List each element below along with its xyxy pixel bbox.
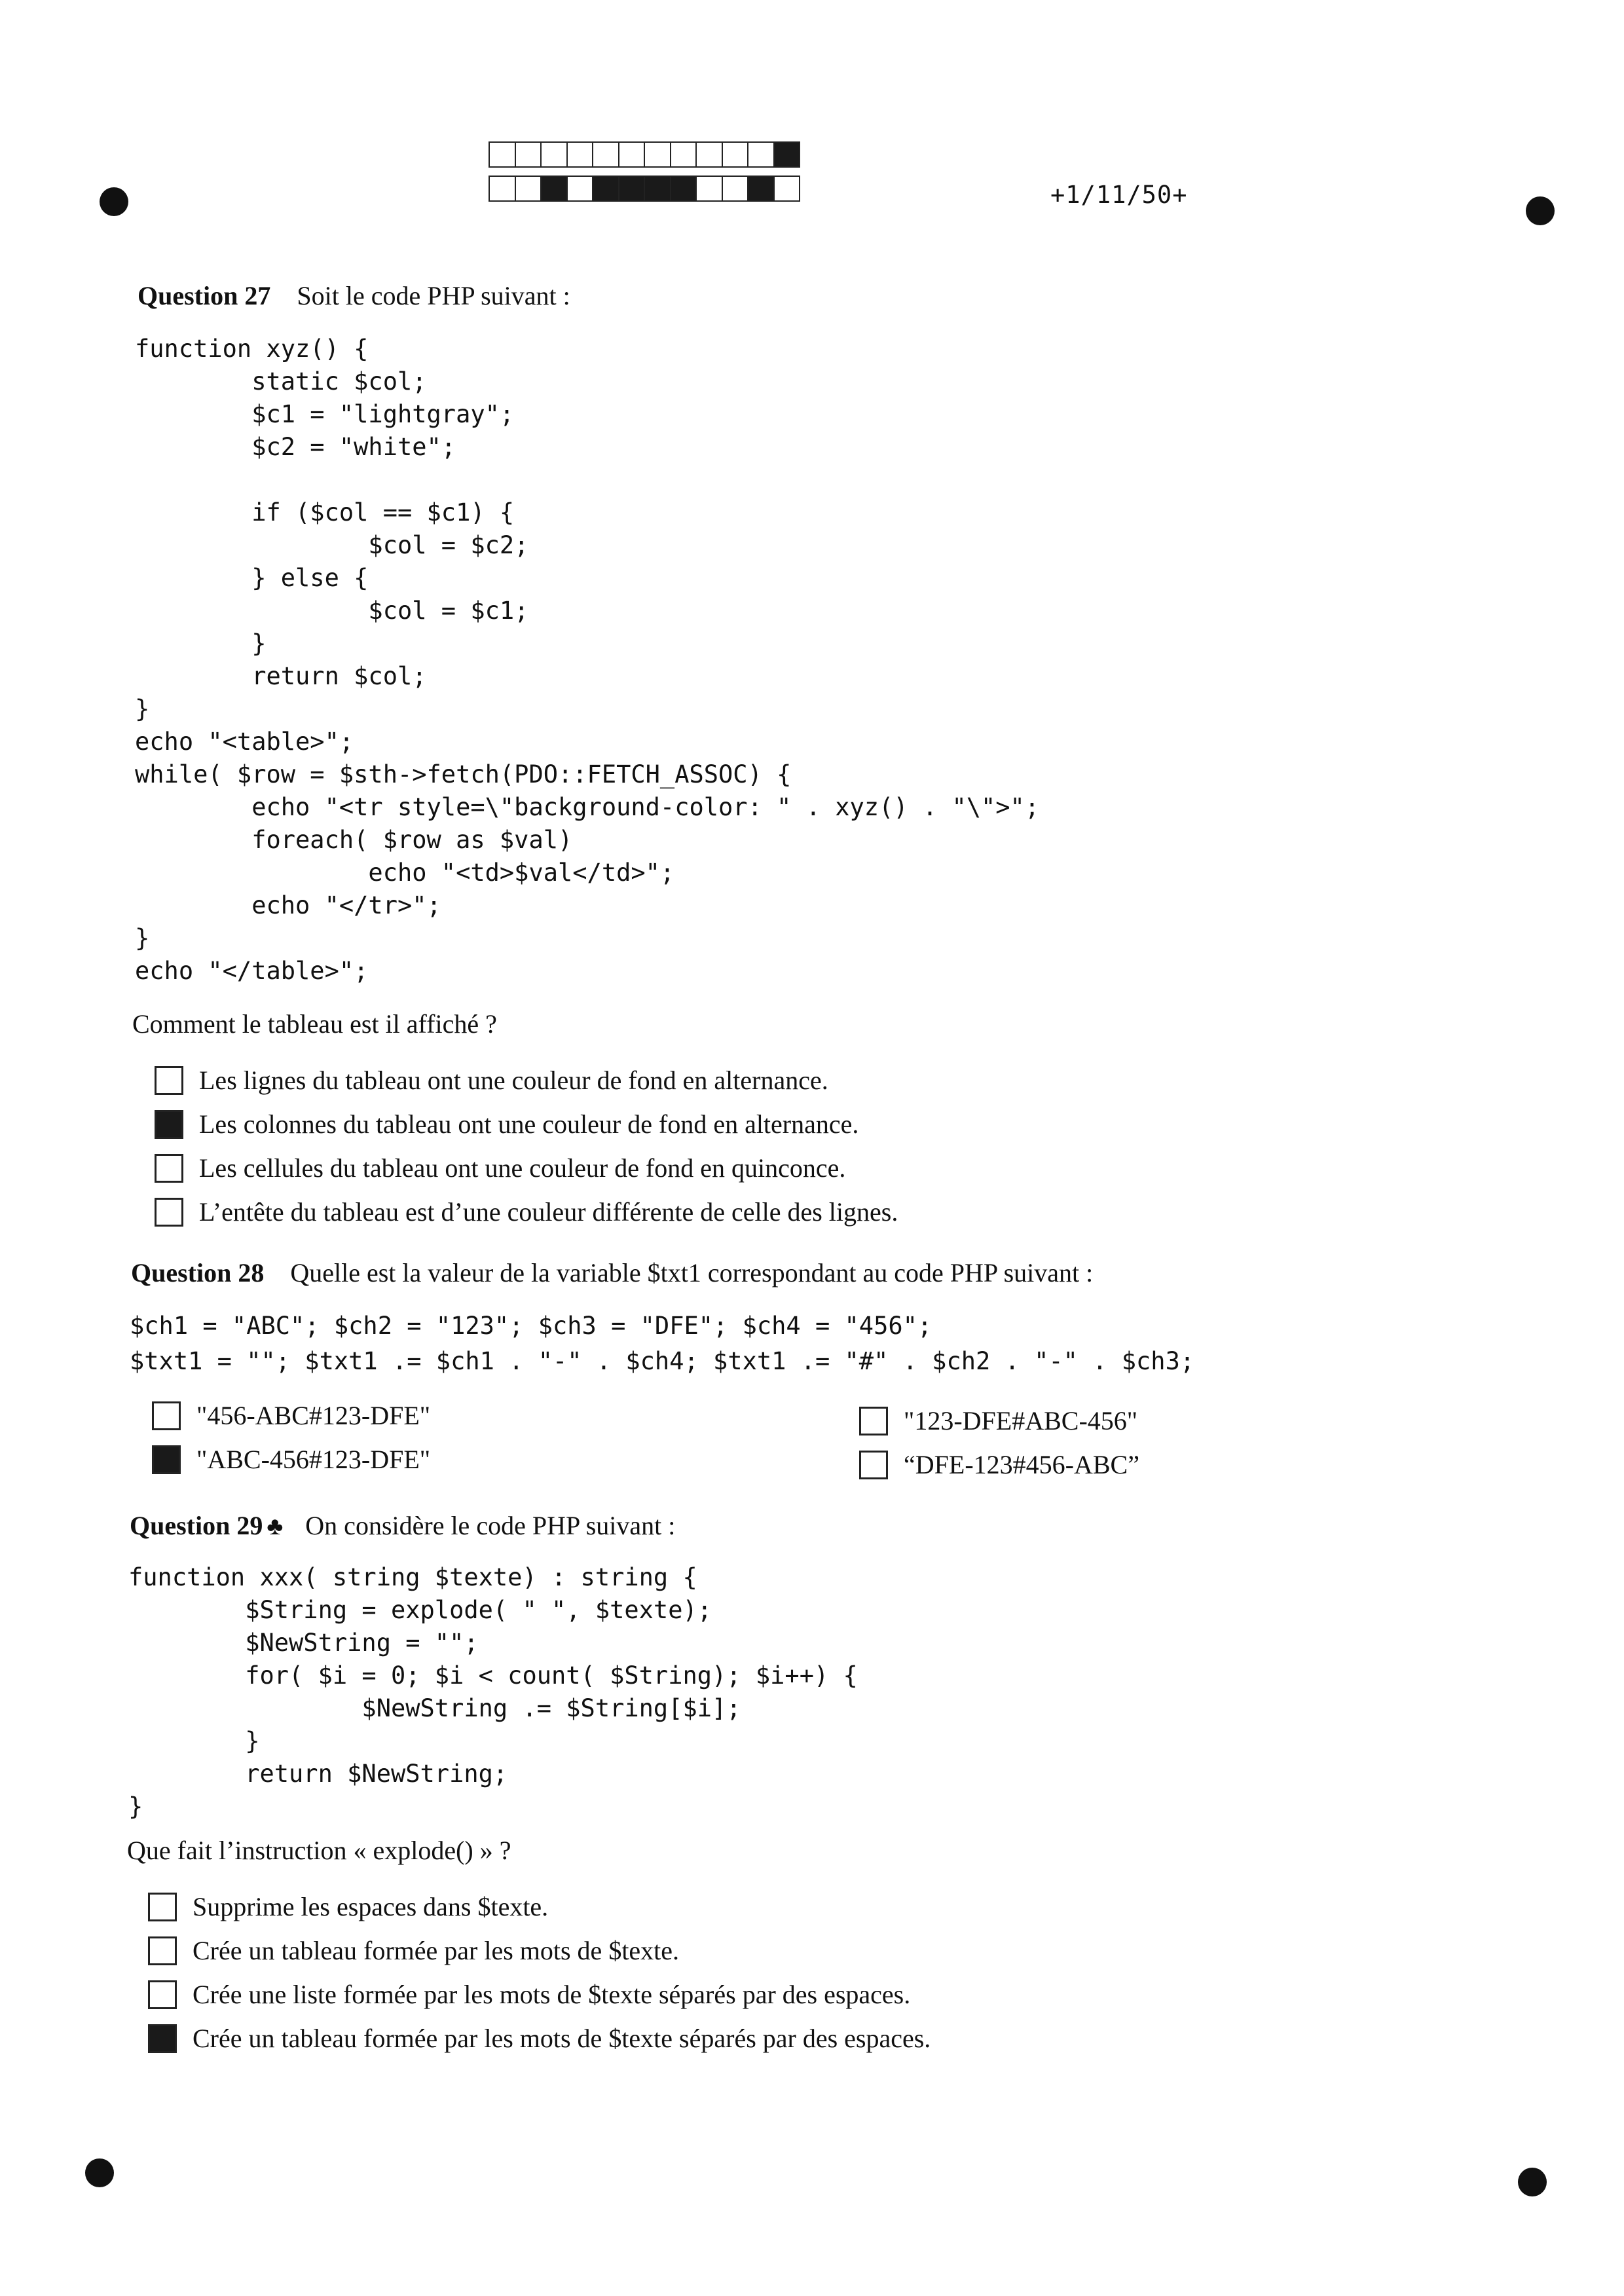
answer-checkbox[interactable] <box>148 2024 177 2053</box>
answer-checkbox[interactable] <box>148 1936 177 1965</box>
answer-label: Crée une liste formée par les mots de $texte séparés par des espaces. <box>193 1980 911 2009</box>
registration-dot-bottom-left <box>85 2158 114 2187</box>
answer-label: L’entête du tableau est d’une couleur différente de celle des lignes. <box>199 1197 898 1227</box>
registration-dot-top-right <box>1526 196 1555 225</box>
answer-label: Les cellules du tableau ont une couleur de fond en quinconce. <box>199 1153 846 1183</box>
answer-label: Les colonnes du tableau ont une couleur de fond en alternance. <box>199 1109 859 1139</box>
question-28-answers-right <box>859 1399 1139 1487</box>
answer-label: Crée un tableau formée par les mots de $texte séparés par des espaces. <box>193 2024 931 2053</box>
id-grid-cell <box>697 143 723 166</box>
answer-checkbox[interactable] <box>859 1407 888 1435</box>
id-grid-cell <box>748 177 775 200</box>
id-grid-cell <box>619 143 646 166</box>
answer-option <box>148 1885 931 1929</box>
id-grid-cell <box>775 143 800 166</box>
answer-option <box>155 1190 898 1234</box>
answer-label: "456-ABC#123-DFE" <box>196 1401 431 1430</box>
page-id: +1/11/50+ <box>1050 181 1188 209</box>
registration-dot-bottom-right <box>1518 2168 1547 2196</box>
question-number: Question 28 <box>131 1258 265 1287</box>
answer-option <box>148 1972 931 2016</box>
question-text: On considère le code PHP suivant : <box>305 1511 676 1540</box>
club-icon: ♣ <box>267 1513 284 1540</box>
id-grid-cell <box>490 177 516 200</box>
id-grid-cell <box>516 177 542 200</box>
id-grid-cell <box>568 143 594 166</box>
id-grid-cell <box>645 177 671 200</box>
id-grid-cell <box>593 177 619 200</box>
answer-option <box>859 1443 1139 1487</box>
question-27-answers <box>155 1058 898 1234</box>
answer-option <box>859 1399 1139 1443</box>
id-grid-cell <box>671 143 697 166</box>
id-grid-cell <box>775 177 800 200</box>
id-grid-cell <box>516 143 542 166</box>
answer-checkbox[interactable] <box>148 1980 177 2009</box>
question-28-heading <box>131 1257 1093 1288</box>
answer-checkbox[interactable] <box>155 1154 183 1183</box>
question-28-answers-left <box>152 1394 430 1481</box>
question-27-heading <box>138 280 570 311</box>
id-grid-cell <box>542 177 568 200</box>
answer-option <box>155 1146 898 1190</box>
answer-checkbox[interactable] <box>155 1198 183 1227</box>
answer-option <box>155 1058 898 1102</box>
id-grid-cell <box>619 177 646 200</box>
answer-label: "ABC-456#123-DFE" <box>196 1445 431 1474</box>
header-id-grid-bottom <box>489 176 800 202</box>
id-grid-cell <box>490 143 516 166</box>
answer-label: Crée un tableau formée par les mots de $texte. <box>193 1936 680 1965</box>
id-grid-cell <box>723 143 749 166</box>
question-text: Soit le code PHP suivant : <box>297 281 570 310</box>
answer-checkbox[interactable] <box>859 1451 888 1479</box>
answer-checkbox[interactable] <box>155 1066 183 1095</box>
question-number: Question 29 <box>130 1511 263 1540</box>
id-grid-cell <box>645 143 671 166</box>
answer-option <box>148 2016 931 2060</box>
answer-label: “DFE-123#456-ABC” <box>904 1450 1139 1479</box>
answer-checkbox[interactable] <box>155 1110 183 1139</box>
id-grid-cell <box>542 143 568 166</box>
question-29-answers <box>148 1885 931 2060</box>
answer-checkbox[interactable] <box>148 1893 177 1921</box>
answer-checkbox[interactable] <box>152 1401 181 1430</box>
answer-label: "123-DFE#ABC-456" <box>904 1406 1138 1435</box>
answer-option <box>152 1394 430 1437</box>
id-grid-cell <box>748 143 775 166</box>
question-29-prompt: Que fait l’instruction « explode() » ? <box>127 1836 511 1865</box>
id-grid-cell <box>671 177 697 200</box>
question-29-code: function xxx( string $texte) : string { $String = explode( " ", $texte); $NewString = ""; for( $i = 0; $i < count( $String); $i++) { $NewString .= $String[$i]; } return $NewString; } <box>128 1563 858 1821</box>
question-29-heading <box>130 1510 675 1541</box>
id-grid-cell <box>568 177 594 200</box>
answer-option <box>152 1437 430 1481</box>
registration-dot-top-left <box>100 187 128 216</box>
question-number: Question 27 <box>138 281 271 310</box>
answer-label: Les lignes du tableau ont une couleur de fond en alternance. <box>199 1065 828 1095</box>
header-id-grid-top <box>489 141 800 168</box>
question-text: Quelle est la valeur de la variable $txt1 correspondant au code PHP suivant : <box>290 1258 1094 1287</box>
answer-option <box>148 1929 931 1972</box>
question-28-code: $ch1 = "ABC"; $ch2 = "123"; $ch3 = "DFE"; $ch4 = "456"; $txt1 = ""; $txt1 .= $ch1 . "-" . $ch4; $txt1 .= "#" . $ch2 . "-" . $ch3; <box>130 1312 1195 1375</box>
id-grid-cell <box>593 143 619 166</box>
question-27-code: function xyz() { static $col; $c1 = "lightgray"; $c2 = "white"; if ($col == $c1) { $col = $c2; } else { $col = $c1; } return $col; } echo "<table>"; while( $row = $sth->fetch(PDO::FETCH_ASSOC) { echo "<tr style=\"background-color: " . xyz() . "\">"; foreach( $row as $val) echo "<td>$val</td>"; echo "</tr>"; } echo "</table>"; <box>135 335 1040 985</box>
id-grid-cell <box>723 177 749 200</box>
answer-option <box>155 1102 898 1146</box>
answer-checkbox[interactable] <box>152 1445 181 1474</box>
question-27-prompt: Comment le tableau est il affiché ? <box>132 1009 497 1039</box>
id-grid-cell <box>697 177 723 200</box>
answer-label: Supprime les espaces dans $texte. <box>193 1892 549 1921</box>
